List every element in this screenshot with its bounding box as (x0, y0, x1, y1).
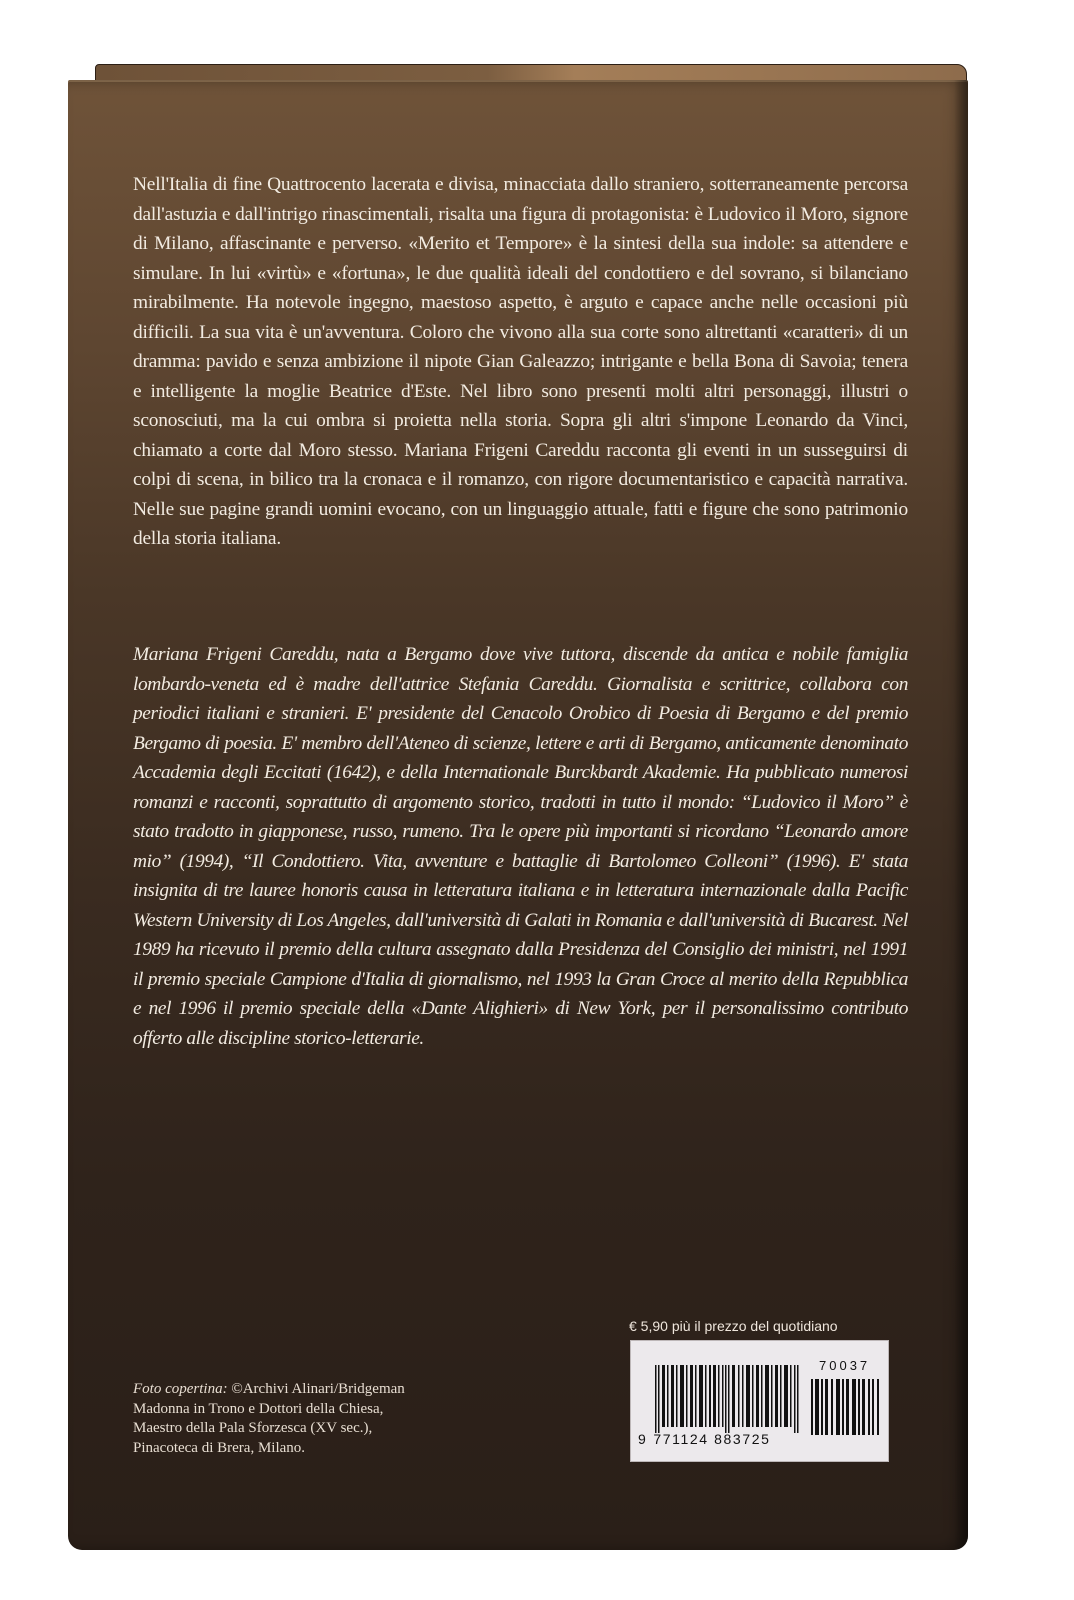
credits-label: Foto copertina: (133, 1381, 228, 1397)
barcode-addon-icon (811, 1379, 881, 1435)
barcode-addon-digits: 70037 (819, 1358, 871, 1373)
author-bio (133, 640, 908, 1053)
credits-artist: Maestro della Pala Sforzesca (XV sec.), (133, 1420, 373, 1436)
author-bio-paragraph: Mariana Frigeni Careddu, nata a Bergamo dove vive tuttora, discende da antica e nobile famiglia lombardo-veneta ed è madre dell'attrice Stefania Careddu. Giornalista e scrittrice, collabora con periodici italiani e stranieri. E' presidente del Cenacolo Orobico di Poesia di Bergamo e del premio Bergamo di poesia. E' membro dell'Ateneo di scienze, lettere e arti di Bergamo, anticamente denominato Accademia degli Eccitati (1642), e della Internationale Burckbardt Akademie. Ha pubblicato numerosi romanzi e racconti, soprattutto di argomento storico, tradotti in tutto il mondo: “Ludovico il Moro” è stato tradotto in giapponese, russo, rumeno. Tra le opere più importanti si ricordano “Leonardo amore mio” (1994), “Il Condottiero. Vita, avventure e battaglie di Bartolomeo Colleoni” (1996). E' stata insignita di tre lauree honoris causa in letteratura italiana e in letteratura internazionale dalla Pacific Western University di Los Angeles, dall'università di Galati in Romania e dall'università di Bucarest. Nel 1989 ha ricevuto il premio della cultura assegnato dalla Presidenza del Consiglio dei ministri, nel 1991 il premio speciale Campione d'Italia di giornalismo, nel 1993 la Gran Croce al merito della Repubblica e nel 1996 il premio speciale della «Dante Alighieri» di New York, per il personalissimo contributo offerto alle discipline storico-letterarie. (133, 644, 908, 1049)
synopsis-paragraph: Nell'Italia di fine Quattrocento lacerata e divisa, minacciata dallo straniero, sotterraneamente percorsa dall'astuzia e dall'intrigo rinascimentali, risalta una figura di protagonista: è Ludovico il Moro, signore di Milano, affascinante e perverso. «Merito et Tempore» è la sintesi della sua indole: sa attendere e simulare. In lui «virtù» e «fortuna», le due qualità ideali del condottiero e del sovrano, si bilanciano mirabilmente. Ha notevole ingegno, maestoso aspetto, è arguto e capace anche nelle occasioni più difficili. La sua vita è un'avventura. Coloro che vivono alla sua corte sono altrettanti «caratteri» di un dramma: pavido e senza ambizione il nipote Gian Galeazzo; intrigante e bella Bona di Savoia; tenera e intelligente la moglie Beatrice d'Este. Nel libro sono presenti molti altri personaggi, illustri o sconosciuti, ma la cui ombra si proietta nella storia. Sopra gli altri s'impone Leonardo da Vinci, chiamato a corte dal Moro stesso. Mariana Frigeni Careddu racconta gli eventi in un susseguirsi di colpi di scena, in bilico tra la cronaca e il romanzo, con rigore documentaristico e capacità narrativa. Nelle sue pagine grandi uomini evocano, con un linguaggio attuale, fatti e figure che sono patrimonio della storia italiana. (133, 174, 908, 549)
barcode-label (630, 1340, 889, 1462)
photo-credits (133, 1380, 405, 1458)
credits-location: Pinacoteca di Brera, Milano. (133, 1439, 306, 1456)
synopsis-text (133, 170, 908, 554)
credits-copyright: ©Archivi Alinari/Bridgeman (231, 1381, 405, 1397)
price-label: € 5,90 più il prezzo del quotidiano (629, 1318, 838, 1334)
barcode-first-digit: 9 (638, 1431, 648, 1447)
barcode-icon (655, 1365, 799, 1433)
barcode-main-digits: 771124 883725 (653, 1431, 771, 1447)
credits-artwork: Madonna in Trono e Dottori della Chiesa, (133, 1400, 384, 1417)
barcode-digits (638, 1431, 770, 1447)
